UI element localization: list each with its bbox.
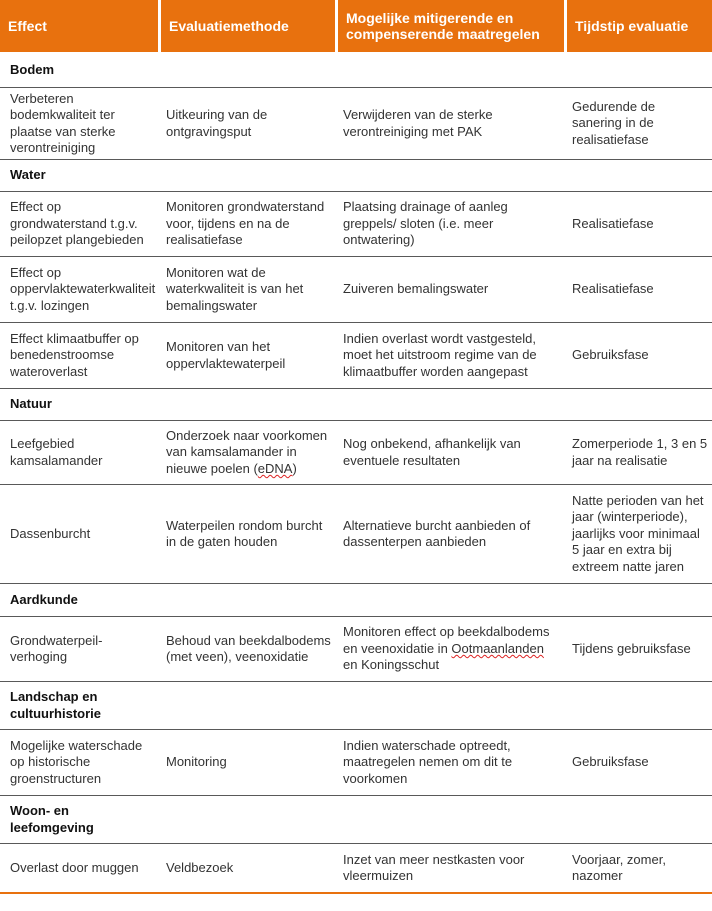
- section-row-aardkunde: [0, 584, 712, 617]
- cell-method: Monitoren grondwaterstand voor, tijdens en na de realisatiefase: [158, 192, 335, 257]
- cell-measures: Alternatieve burcht aanbieden of dassenterpen aanbieden: [335, 485, 564, 584]
- cell-timing: Realisatiefase: [564, 192, 712, 257]
- section-row-bodem: [0, 54, 712, 88]
- cell-measures: Plaatsing drainage of aanleg greppels/ sloten (i.e. meer ontwatering): [335, 192, 564, 257]
- cell-effect: Effect op oppervlaktewaterkwaliteit t.g.v. lozingen: [0, 257, 158, 323]
- cell-method: Veldbezoek: [158, 844, 335, 894]
- method-text-end: ): [292, 460, 297, 476]
- cell-measures: Indien waterschade optreedt, maatregelen nemen om dit te voorkomen: [335, 730, 564, 796]
- measures-text: Monitoren effect op beekdalbodems en veenoxidatie in: [343, 624, 550, 656]
- cell-method: [158, 421, 335, 485]
- cell-effect: Verbeteren bodemkwaliteit ter plaatse van sterke verontreiniging: [0, 88, 158, 160]
- table-row: [0, 844, 712, 894]
- section-row-natuur: [0, 389, 712, 421]
- cell-timing: Zomerperiode 1, 3 en 5 jaar na realisatie: [564, 421, 712, 485]
- cell-timing: Voorjaar, zomer, nazomer: [564, 844, 712, 894]
- section-title: Water: [0, 160, 712, 192]
- section-title: [0, 796, 712, 844]
- measures-text-end: en Koningsschut: [343, 657, 440, 673]
- section-title: Bodem: [0, 54, 712, 88]
- cell-timing: Gebruiksfase: [564, 730, 712, 796]
- header-evaluation-method: Evaluatiemethode: [158, 0, 335, 54]
- table-row: [0, 617, 712, 682]
- cell-timing: Natte perioden van het jaar (winterperiode), jaarlijks voor minimaal 5 jaar en extra bij extreem natte jaren: [564, 485, 712, 584]
- cell-effect: Effect op grondwaterstand t.g.v. peilopzet plangebieden: [0, 192, 158, 257]
- cell-method: Monitoren van het oppervlaktewaterpeil: [158, 323, 335, 389]
- cell-measures: Zuiveren bemalingswater: [335, 257, 564, 323]
- section-row-water: [0, 160, 712, 192]
- cell-method: Monitoren wat de waterkwaliteit is van het bemalingswater: [158, 257, 335, 323]
- section-title: [0, 682, 712, 730]
- cell-effect: Overlast door muggen: [0, 844, 158, 894]
- section-title-text: Landschap en cultuurhistorie: [10, 689, 102, 721]
- section-title: Aardkunde: [0, 584, 712, 617]
- table-row: [0, 421, 712, 485]
- cell-effect: Grondwaterpeil-verhoging: [0, 617, 158, 682]
- spellcheck-word: eDNA: [257, 460, 293, 476]
- table-row: [0, 323, 712, 389]
- cell-method: Waterpeilen rondom burcht in de gaten houden: [158, 485, 335, 584]
- cell-method: Uitkeuring van de ontgravingsput: [158, 88, 335, 160]
- cell-measures: Verwijderen van de sterke verontreiniging met PAK: [335, 88, 564, 160]
- section-title-text: Woon- en leefomgeving: [10, 803, 94, 835]
- cell-effect: Mogelijke waterschade op historische groenstructuren: [0, 730, 158, 796]
- cell-timing: Gebruiksfase: [564, 323, 712, 389]
- header-evaluation-timing: Tijdstip evaluatie: [564, 0, 712, 54]
- cell-method: Behoud van beekdalbodems (met veen), veenoxidatie: [158, 617, 335, 682]
- cell-effect: Dassenburcht: [0, 485, 158, 584]
- section-row-woon: [0, 796, 712, 844]
- cell-timing: Tijdens gebruiksfase: [564, 617, 712, 682]
- table-row: [0, 730, 712, 796]
- cell-timing: Realisatiefase: [564, 257, 712, 323]
- header-measures: Mogelijke mitigerende en compenserende maatregelen: [335, 0, 564, 54]
- section-row-landschap: [0, 682, 712, 730]
- table-row: [0, 257, 712, 323]
- cell-measures: Nog onbekend, afhankelijk van eventuele resultaten: [335, 421, 564, 485]
- table-header-row: [0, 0, 712, 54]
- method-text: Onderzoek naar voorkomen van kamsalamander in nieuwe poelen (: [166, 427, 328, 476]
- cell-effect: Leefgebied kamsalamander: [0, 421, 158, 485]
- cell-measures: Indien overlast wordt vastgesteld, moet het uitstroom regime van de klimaatbuffer worden aangepast: [335, 323, 564, 389]
- cell-timing: Gedurende de sanering in de realisatiefase: [564, 88, 712, 160]
- section-title: Natuur: [0, 389, 712, 421]
- table-row: [0, 485, 712, 584]
- header-effect: Effect: [0, 0, 158, 54]
- cell-effect: Effect klimaatbuffer op benedenstroomse wateroverlast: [0, 323, 158, 389]
- cell-measures: [335, 617, 564, 682]
- table-row: [0, 192, 712, 257]
- spellcheck-word: Ootmaanlanden: [451, 640, 544, 656]
- cell-measures: Inzet van meer nestkasten voor vleermuizen: [335, 844, 564, 894]
- table-row: [0, 88, 712, 160]
- cell-method: Monitoring: [158, 730, 335, 796]
